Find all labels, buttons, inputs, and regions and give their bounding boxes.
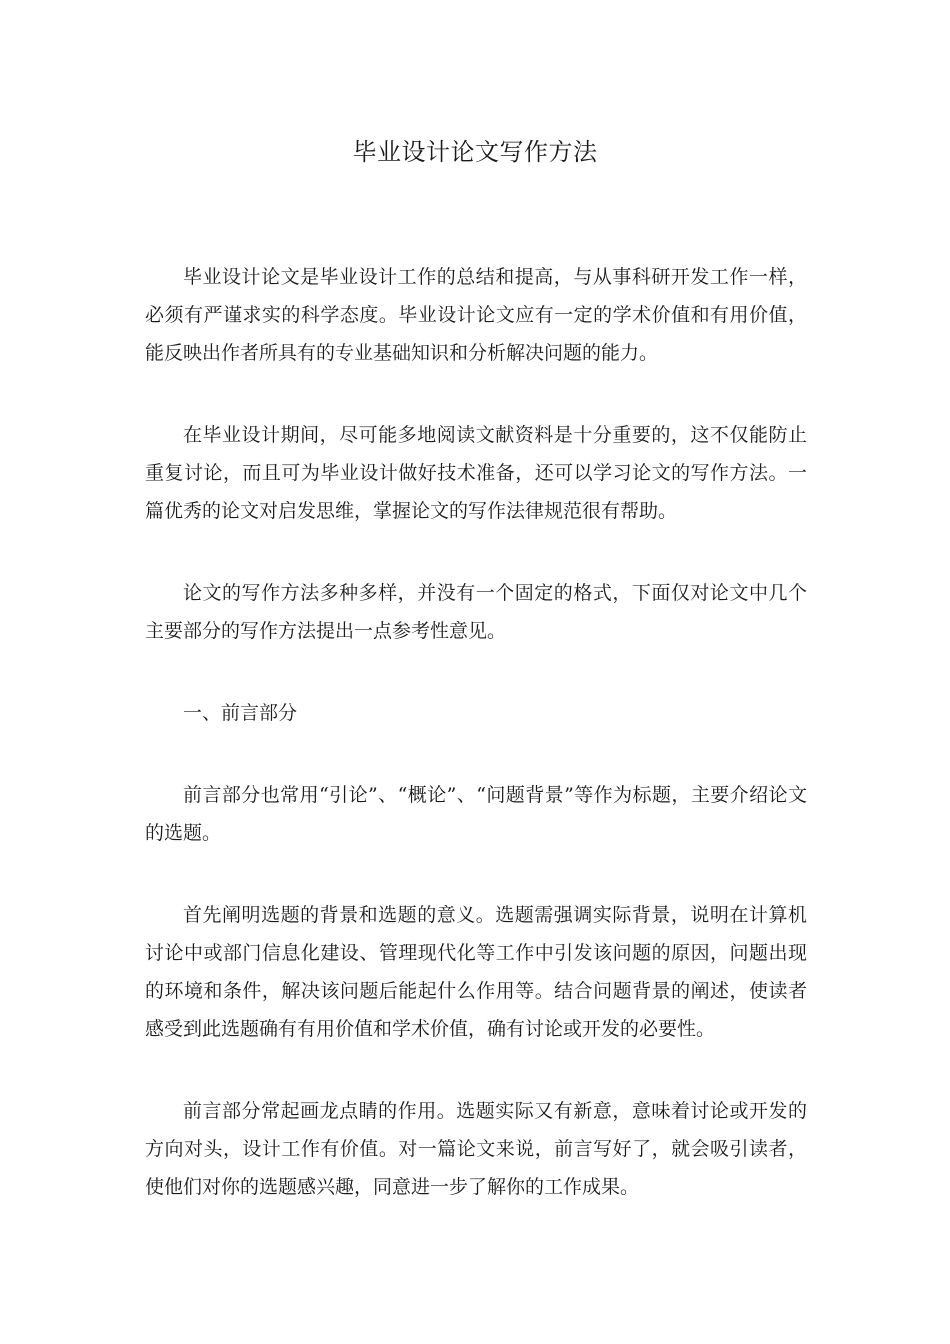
paragraph-intro: 毕业设计论文是毕业设计工作的总结和提高，与从事科研开发工作一样，必须有严谨求实的科学态度。毕业设计论文应有一定的学术价值和有用价值，能反映出作者所具有的专业基础知识和分析解决问题的能力。 — [145, 266, 807, 364]
paragraph-preface-role: 前言部分常起画龙点睛的作用。选题实际又有新意，意味着讨论或开发的方向对头，设计工作有价值。对一篇论文来说，前言写好了，就会吸引读者，使他们对你的选题感兴趣，同意进一步了解你的工作成果。 — [145, 1100, 807, 1198]
paragraph-gap — [145, 650, 807, 694]
paragraph-literature: 在毕业设计期间，尽可能多地阅读文献资料是十分重要的，这不仅能防止重复讨论，而且可为毕业设计做好技术准备，还可以学习论文的写作方法。一篇优秀的论文对启发思维，掌握论文的写作法律规范很有帮助。 — [145, 424, 807, 522]
paragraph-methods: 论文的写作方法多种多样，并没有一个固定的格式，下面仅对论文中几个主要部分的写作方法提出一点参考性意见。 — [145, 582, 807, 642]
section-heading-preface: 一、前言部分 — [183, 702, 298, 724]
document-body — [145, 258, 807, 1206]
paragraph-preface-titles: 前言部分也常用“引论”、“概论”、“问题背景”等作为标题，主要介绍论文的选题。 — [145, 784, 807, 844]
document-title: 毕业设计论文写作方法 — [352, 138, 598, 166]
paragraph-gap — [145, 530, 807, 574]
paragraph-background: 首先阐明选题的背景和选题的意义。选题需强调实际背景，说明在计算机讨论中或部门信息化建设、管理现代化等工作中引发该问题的原因，问题出现的环境和条件，解决该问题后能起什么作用等。结合问题背景的阐述，使读者感受到此选题确有有用价值和学术价值，确有讨论或开发的必要性。 — [145, 904, 807, 1040]
paragraph-gap — [145, 372, 807, 416]
paragraph-gap — [145, 852, 807, 896]
paragraph-gap — [145, 732, 807, 776]
paragraph-gap — [145, 1048, 807, 1092]
